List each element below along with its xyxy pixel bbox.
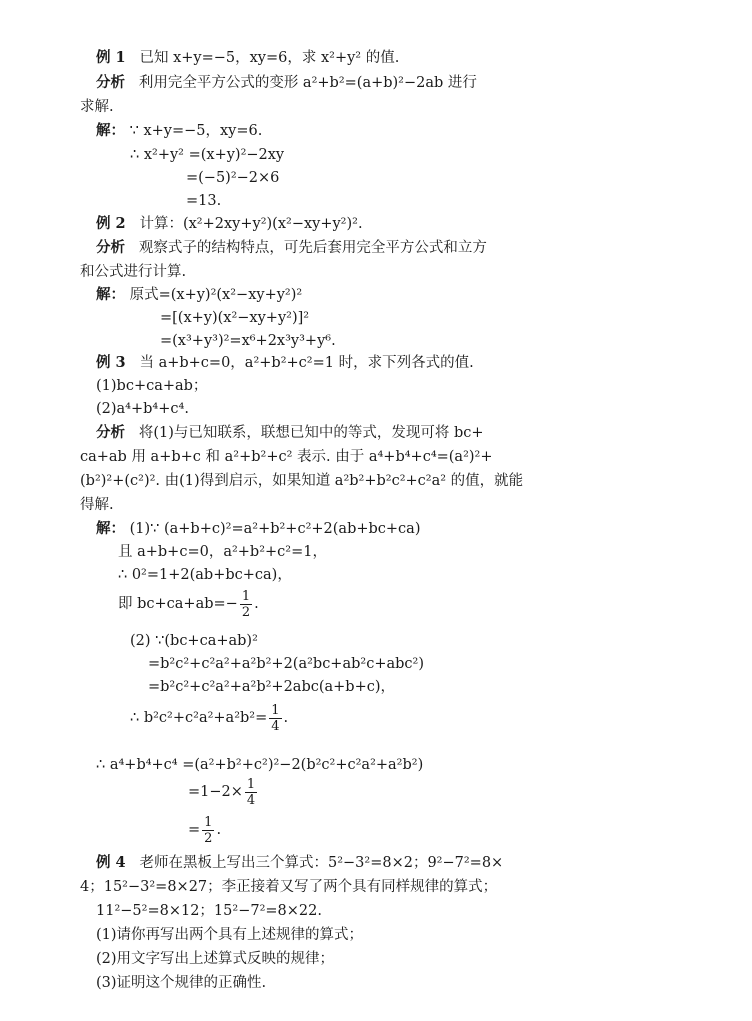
example-1-solution-step: ∵ x+y=−5，xy=6. bbox=[129, 123, 263, 139]
example-3-analysis-cont: (b²)²+(c²)². 由(1)得到启示，如果知道 a²b²+b²c²+c²a² 的值，就能 bbox=[80, 473, 524, 489]
example-3-solution-line bbox=[96, 518, 420, 540]
example-3-solution-step bbox=[130, 700, 288, 736]
fraction-numerator: 1 bbox=[271, 702, 280, 718]
example-2-solution-label: 解： bbox=[96, 286, 125, 303]
example-4-question-line bbox=[96, 852, 503, 874]
example-2-question: 计算：(x²+2xy+y²)(x²−xy+y²)². bbox=[139, 216, 363, 232]
example-2-analysis-text: 观察式子的结构特点，可先后套用完全平方公式和立方 bbox=[138, 240, 487, 256]
example-1-solution-label: 解： bbox=[96, 122, 125, 139]
example-2-label: 例 2 bbox=[96, 215, 126, 232]
fraction-suffix: . bbox=[254, 596, 259, 612]
example-3-solution-step: =b²c²+c²a²+a²b²+2(a²bc+ab²c+abc²) bbox=[148, 656, 424, 672]
fraction-numerator: 1 bbox=[246, 776, 256, 792]
fraction bbox=[202, 816, 214, 845]
example-1-analysis-label: 分析 bbox=[96, 74, 125, 91]
fraction-numerator: 1 bbox=[241, 588, 251, 604]
example-3-subquestion: (1)bc+ca+ab； bbox=[96, 378, 208, 394]
example-3-label: 例 3 bbox=[96, 354, 126, 371]
example-4-subquestion: (3)证明这个规律的正确性. bbox=[96, 975, 267, 991]
fraction-prefix: =1−2× bbox=[188, 784, 243, 800]
fraction bbox=[245, 778, 257, 807]
fraction-denominator: 4 bbox=[246, 792, 256, 808]
example-4-subquestion: (1)请你再写出两个具有上述规律的算式； bbox=[96, 927, 364, 943]
example-3-solution-step: ∴ 0²=1+2(ab+bc+ca)， bbox=[118, 567, 292, 583]
example-1-analysis-line bbox=[96, 72, 477, 94]
example-3-analysis-label: 分析 bbox=[96, 424, 125, 441]
example-3-solution-step: 且 a+b+c=0，a²+b²+c²=1， bbox=[118, 544, 327, 560]
fraction-numerator: 1 bbox=[204, 814, 213, 830]
example-3-analysis-cont: 得解. bbox=[80, 497, 114, 513]
example-1-analysis-text: 利用完全平方公式的变形 a²+b²=(a+b)²−2ab 进行 bbox=[138, 75, 477, 91]
example-3-solution-step bbox=[118, 586, 259, 622]
fraction-prefix: = bbox=[188, 822, 201, 838]
example-3-solution-step: ∴ a⁴+b⁴+c⁴ =(a²+b²+c²)²−2(b²c²+c²a²+a²b²) bbox=[96, 757, 424, 773]
fraction-prefix: ∴ b²c²+c²a²+a²b²= bbox=[130, 710, 268, 726]
example-2-question-line bbox=[96, 213, 363, 235]
example-4-text-cont: 4；15²−3²=8×27；李正接着又写了两个具有同样规律的算式； bbox=[80, 879, 498, 895]
example-1-label: 例 1 bbox=[96, 49, 126, 66]
example-3-analysis-line bbox=[96, 422, 484, 444]
example-3-solution-label: 解： bbox=[96, 520, 125, 537]
example-3-solution-step bbox=[188, 774, 259, 810]
example-1-solution-step: =13. bbox=[186, 193, 222, 209]
example-4-text: 老师在黑板上写出三个算式：5²−3²=8×2；9²−7²=8× bbox=[139, 855, 504, 871]
example-3-analysis-text: 将(1)与已知联系，联想已知中的等式，发现可将 bc+ bbox=[138, 425, 484, 441]
example-3-solution-step: (2) ∵(bc+ca+ab)² bbox=[130, 633, 258, 649]
example-1-question-line bbox=[96, 47, 399, 69]
example-1-question: 已知 x+y=−5，xy=6，求 x²+y² 的值. bbox=[139, 50, 400, 66]
fraction bbox=[240, 590, 252, 619]
fraction-denominator: 4 bbox=[271, 718, 280, 734]
example-3-solution-step bbox=[188, 812, 221, 848]
example-2-analysis-line bbox=[96, 237, 487, 259]
example-4-subquestion: (2)用文字写出上述算式反映的规律； bbox=[96, 951, 335, 967]
example-3-solution-step: =b²c²+c²a²+a²b²+2abc(a+b+c)， bbox=[148, 679, 396, 695]
example-2-solution-line bbox=[96, 284, 302, 306]
example-2-solution-step: =[(x+y)(x²−xy+y²)]² bbox=[160, 310, 310, 326]
fraction-prefix: 即 bc+ca+ab=− bbox=[118, 596, 238, 612]
example-1-solution-line bbox=[96, 120, 262, 142]
example-4-label: 例 4 bbox=[96, 854, 126, 871]
fraction-denominator: 2 bbox=[204, 830, 213, 846]
example-2-solution-step: =(x³+y³)²=x⁶+2x³y³+y⁶. bbox=[160, 333, 336, 349]
fraction-suffix: . bbox=[216, 822, 222, 838]
fraction bbox=[269, 704, 281, 733]
example-2-analysis-label: 分析 bbox=[96, 239, 125, 256]
example-2-analysis-cont: 和公式进行计算. bbox=[80, 264, 187, 280]
example-3-subquestion: (2)a⁴+b⁴+c⁴. bbox=[96, 401, 189, 417]
fraction-suffix: . bbox=[283, 710, 289, 726]
example-3-question-line bbox=[96, 352, 474, 374]
example-1-analysis-cont: 求解. bbox=[80, 99, 114, 115]
fraction-denominator: 2 bbox=[241, 604, 251, 620]
example-1-solution-step: ∴ x²+y² =(x+y)²−2xy bbox=[130, 147, 285, 163]
example-3-question: 当 a+b+c=0，a²+b²+c²=1 时，求下列各式的值. bbox=[139, 355, 474, 371]
example-3-solution-step: (1)∵ (a+b+c)²=a²+b²+c²+2(ab+bc+ca) bbox=[129, 521, 421, 537]
example-2-solution-step: 原式=(x+y)²(x²−xy+y²)² bbox=[129, 287, 303, 303]
example-1-solution-step: =(−5)²−2×6 bbox=[186, 170, 280, 186]
example-4-text-cont: 11²−5²=8×12；15²−7²=8×22. bbox=[96, 903, 322, 919]
example-3-analysis-cont: ca+ab 用 a+b+c 和 a²+b²+c² 表示. 由于 a⁴+b⁴+c⁴=(a²)²+ bbox=[80, 449, 493, 465]
